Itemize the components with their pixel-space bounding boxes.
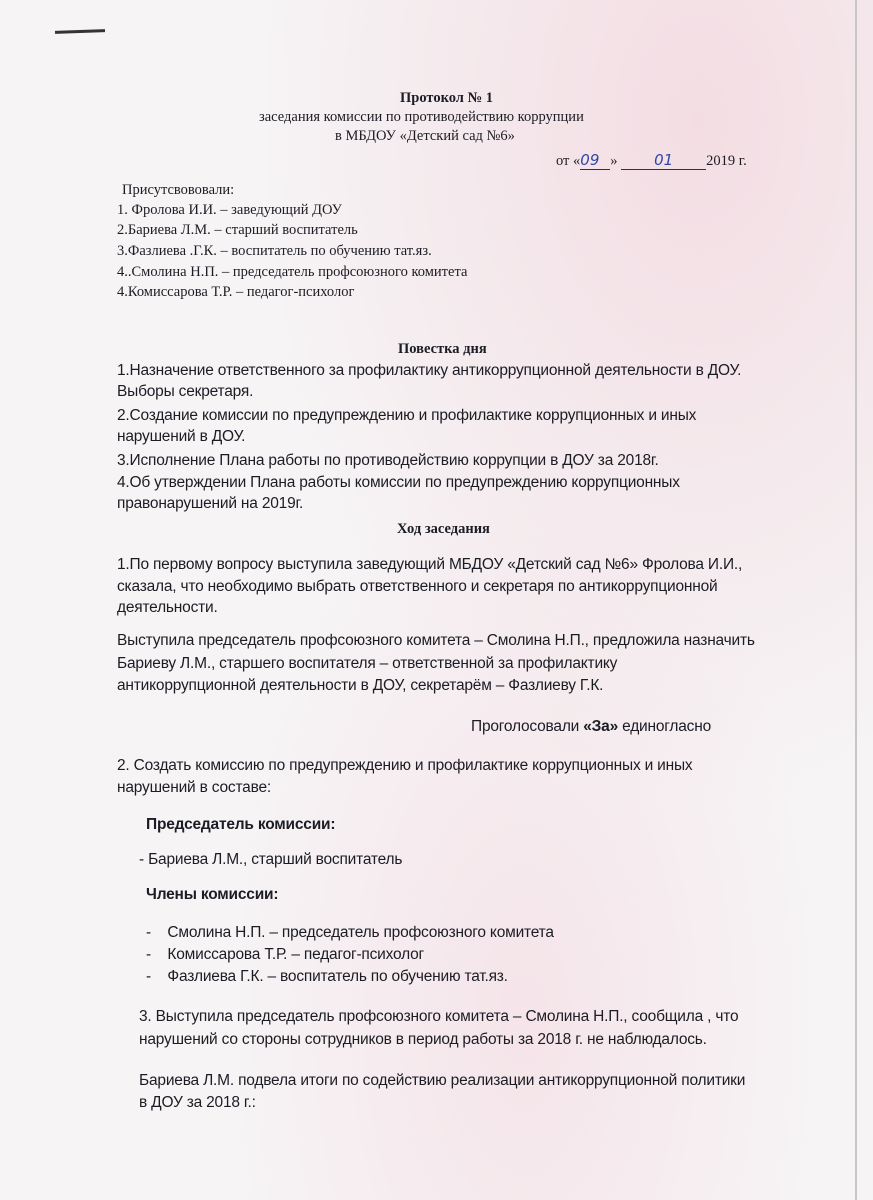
paragraph-1-line: деятельности. [117, 599, 218, 616]
scan-corner-mark [55, 29, 105, 34]
member-item [146, 924, 554, 942]
agenda-line: правонарушений на 2019г. [117, 495, 304, 512]
proceedings-heading: Ход заседания [397, 521, 490, 537]
protocol-subtitle-2: в МБДОУ «Детский сад №6» [335, 128, 515, 144]
agenda-line: Выборы секретаря. [117, 383, 254, 400]
date-prefix: от « [556, 153, 581, 169]
bullet-dash-icon: - [146, 968, 151, 985]
vote-for: «За» [583, 718, 619, 735]
paragraph-4-line: 3. Выступила председатель профсоюзного комитета – Смолина Н.П., сообщила , что [139, 1008, 739, 1025]
paragraph-2-line: Бариеву Л.М., старшего воспитателя – ответственной за профилактику [117, 655, 618, 672]
members-heading: Члены комиссии: [146, 886, 279, 903]
agenda-line: 4.Об утверждении Плана работы комиссии по предупреждению коррупционных [117, 474, 680, 491]
protocol-date [556, 151, 747, 170]
paragraph-1-line: сказала, что необходимо выбрать ответственного и секретаря по антикоррупционной [117, 578, 718, 595]
agenda-line: 1.Назначение ответственного за профилактику антикоррупционной деятельности в ДОУ. [117, 362, 742, 379]
paragraph-2-line: антикоррупционной деятельности в ДОУ, секретарём – Фазлиеву Г.К. [117, 677, 604, 694]
vote-suffix: единогласно [618, 718, 712, 735]
agenda-heading: Повестка дня [398, 341, 487, 357]
attendee-item: 4..Смолина Н.П. – председатель профсоюзного комитета [117, 264, 468, 280]
agenda-line: 2.Создание комиссии по предупреждению и профилактике коррупционных и иных [117, 407, 697, 424]
paragraph-1-line: 1.По первому вопросу выступила заведующий МБДОУ «Детский сад №6» Фролова И.И., [117, 556, 743, 573]
chair-heading: Председатель комиссии: [146, 816, 336, 833]
date-month: 01 [621, 151, 706, 170]
member-text: Комиссарова Т.Р. – педагог-психолог [167, 946, 424, 963]
bullet-dash-icon: - [146, 924, 151, 941]
protocol-subtitle-1: заседания комиссии по противодействию коррупции [259, 109, 584, 125]
attendee-item: 1. Фролова И.И. – заведующий ДОУ [117, 202, 342, 218]
date-year: 2019 г. [706, 153, 747, 169]
attendee-item: 4.Комиссарова Т.Р. – педагог-психолог [117, 284, 355, 300]
vote-prefix: Проголосовали [471, 718, 584, 735]
vote-result [471, 718, 711, 736]
member-text: Фазлиева Г.К. – воспитатель по обучению тат.яз. [167, 968, 508, 985]
attendees-heading: Присутсвововали: [122, 182, 235, 198]
chair-name: - Бариева Л.М., старший воспитатель [139, 851, 403, 868]
bullet-dash-icon: - [146, 946, 151, 963]
attendee-item: 2.Бариева Л.М. – старший воспитатель [117, 222, 358, 238]
paragraph-5-line: в ДОУ за 2018 г.: [139, 1094, 256, 1111]
member-text: Смолина Н.П. – председатель профсоюзного комитета [167, 924, 554, 941]
paragraph-3-line: 2. Создать комиссию по предупреждению и профилактике коррупционных и иных [117, 757, 693, 774]
scan-edge-line [855, 0, 857, 1200]
paragraph-5-line: Бариева Л.М. подвела итоги по содействию реализации антикоррупционной политики [139, 1072, 746, 1089]
agenda-line: нарушений в ДОУ. [117, 428, 246, 445]
paragraph-3-line: нарушений в составе: [117, 779, 271, 796]
member-item [146, 946, 424, 964]
attendee-item: 3.Фазлиева .Г.К. – воспитатель по обучению тат.яз. [117, 243, 432, 259]
paragraph-2-line: Выступила председатель профсоюзного комитета – Смолина Н.П., предложила назначить [117, 632, 755, 649]
date-mid: » [610, 153, 618, 169]
paragraph-4-line: нарушений со стороны сотрудников в период работы за 2018 г. не наблюдалось. [139, 1031, 707, 1048]
protocol-title: Протокол № 1 [400, 90, 494, 106]
date-day: 09 [580, 151, 610, 170]
agenda-line: 3.Исполнение Плана работы по противодействию коррупции в ДОУ за 2018г. [117, 452, 659, 469]
member-item [146, 968, 508, 986]
